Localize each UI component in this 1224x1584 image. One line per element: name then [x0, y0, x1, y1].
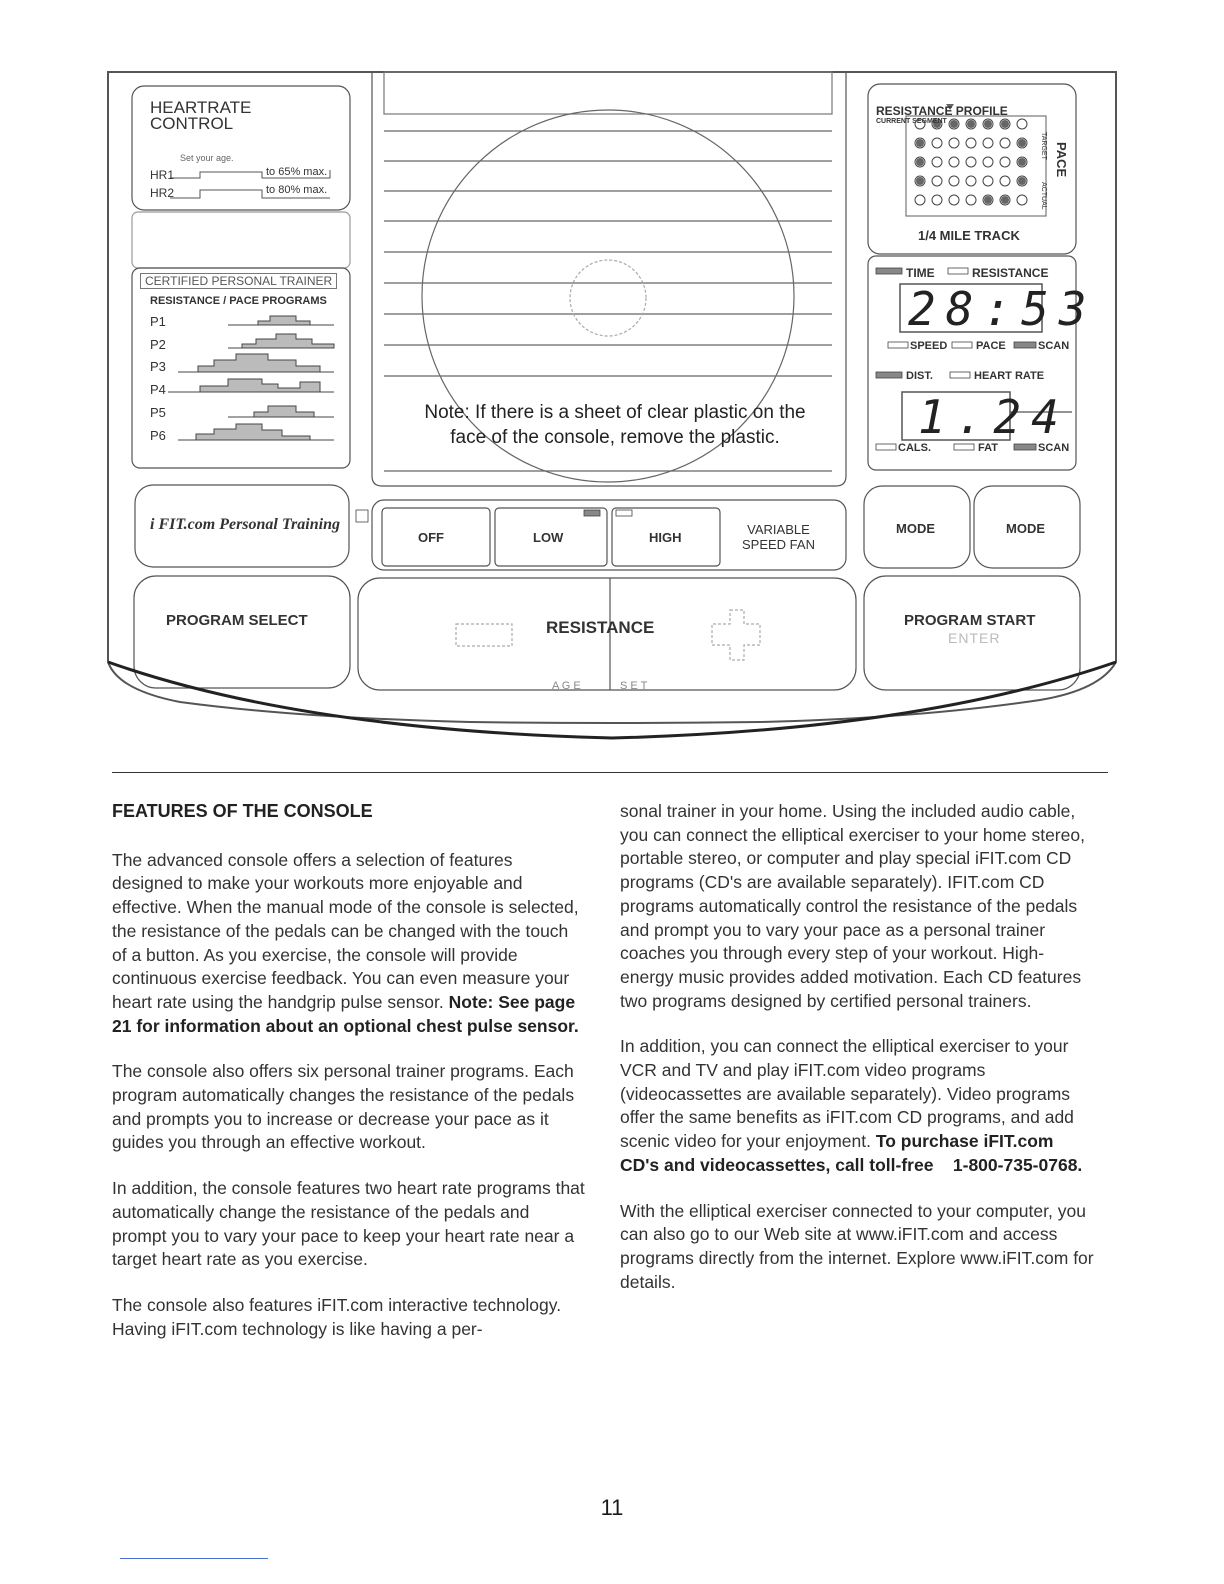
features-paragraph-6: With the elliptical exerciser connected to your computer, you can also go to our Web site at www.iFIT.com and access programs directly from the internet. Explore www.iFIT.com for details.	[620, 1200, 1094, 1292]
heart-rate-title	[150, 100, 251, 132]
plastic-note: Note: If there is a sheet of clear plastic on the face of the console, remove the plastic.	[424, 402, 806, 448]
mode-button-right[interactable]: MODE	[1006, 521, 1045, 536]
track-label: 1/4 MILE TRACK	[918, 228, 1020, 243]
resistance-profile-title: RESISTANCE PROFILE	[876, 104, 1008, 118]
program-p4: P4	[150, 382, 166, 397]
actual-label: ACTUAL	[1040, 182, 1047, 210]
program-p3: P3	[150, 359, 166, 374]
features-paragraph-2: The console also offers six personal trainer programs. Each program automatically changes the resistance of the pedals and prompts you to increase or decrease your pace as it guides you through an effective workout.	[112, 1061, 575, 1153]
program-p5: P5	[150, 405, 166, 420]
section-divider	[112, 772, 1108, 773]
program-start-button[interactable]: PROGRAM START	[904, 612, 1036, 629]
fan-low-button[interactable]: LOW	[533, 530, 564, 545]
program-p2: P2	[150, 337, 166, 352]
cals-label: CALS.	[898, 442, 931, 454]
features-paragraph-4-cont: sonal trainer in your home. Using the included audio cable, you can connect the elliptical exerciser to your home stereo, portable stereo, or computer and play special iFIT.com CD programs (CD's are available separately). IFIT.com CD programs automatically control the resistance of the pedals and prompt you to vary your pace as a personal trainer coaches you through every step of your workout. High-energy music provides added motivation. Each CD features two programs designed by certified personal trainers.	[620, 801, 1085, 1011]
variable-speed-fan-label	[742, 522, 815, 552]
footer-line	[120, 1558, 268, 1559]
features-paragraph-1	[112, 849, 587, 1039]
age-label: A G E	[552, 680, 581, 692]
current-segment-label: CURRENT SEGMENT	[876, 118, 947, 125]
features-p5-callout: To purchase iFIT.com CD's and videocassettes, call toll-free 1-800-735-0768.	[620, 1131, 1083, 1175]
set-age-label: Set your age.	[180, 153, 234, 163]
time-label: TIME	[906, 266, 935, 280]
lower-display-value: 1.24	[918, 390, 1069, 444]
hr2-target: to 80% max.	[266, 184, 328, 196]
target-label: TARGET	[1040, 132, 1047, 160]
scan-label-lower: SCAN	[1038, 442, 1070, 454]
features-p1-note: Note: See page 21 for information about an optional chest pulse sensor.	[112, 991, 579, 1036]
programs-title: RESISTANCE / PACE PROGRAMS	[150, 295, 327, 307]
console-diagram	[0, 0, 1224, 760]
features-paragraph-5	[620, 1035, 1095, 1177]
upper-display-value: 28:53	[908, 282, 1097, 336]
fan-label-line2: SPEED FAN	[742, 537, 815, 552]
heart-rate-title-line2: CONTROL	[150, 114, 234, 133]
right-column	[620, 800, 1095, 1316]
features-heading: FEATURES OF THE CONSOLE	[112, 801, 373, 821]
features-p5-text: In addition, you can connect the elliptical exerciser to your VCR and TV and play iFIT.com video programs (videocassettes are available separately). Video programs offer the same benefits as iFIT.com CD programs, and add scenic video for your enjoyment.	[620, 1036, 1074, 1152]
resistance-buttons-label: RESISTANCE	[546, 618, 655, 637]
heart-rate-title-line1: HEARTRATE	[150, 98, 252, 117]
mode-button-left[interactable]: MODE	[896, 521, 935, 536]
enter-label: ENTER	[948, 630, 1001, 646]
fan-high-button[interactable]: HIGH	[649, 530, 682, 545]
program-p1: P1	[150, 314, 166, 329]
left-column	[112, 800, 587, 1363]
speed-label: SPEED	[910, 340, 948, 352]
features-paragraph-3: In addition, the console features two heart rate programs that automatically change the resistance of the pedals and prompt you to vary your pace to keep your heart rate near a target heart rate as you exercise.	[112, 1178, 585, 1270]
features-p1-text: The advanced console offers a selection of features designed to make your workouts more enjoyable and effective. When the manual mode of the console is selected, the resistance of the pedals can be changed with the touch of a button. As you exercise, the console will provide continuous exercise feedback. You can even measure your heart rate using the handgrip pulse sensor.	[112, 849, 579, 1012]
heart-rate-label: HEART RATE	[974, 370, 1045, 382]
program-select-button[interactable]: PROGRAM SELECT	[166, 612, 308, 629]
scan-label-upper: SCAN	[1038, 340, 1070, 352]
certified-trainer-label: CERTIFIED PERSONAL TRAINER	[140, 273, 337, 289]
fan-label-line1: VARIABLE	[747, 522, 810, 537]
features-paragraph-4-start: The console also features iFIT.com interactive technology. Having iFIT.com technology is like having a per-	[112, 1294, 562, 1339]
ifit-logo: i FIT.com Personal Training	[150, 516, 340, 533]
program-p6: P6	[150, 428, 166, 443]
fat-label: FAT	[978, 442, 998, 454]
hr1-label: HR1	[150, 168, 175, 182]
pace-indicator-label: PACE	[976, 340, 1006, 352]
set-label: S E T	[620, 680, 648, 692]
hr2-label: HR2	[150, 186, 175, 200]
page-number: 11	[600, 1495, 624, 1520]
pace-label: PACE	[1054, 142, 1069, 178]
hr1-target: to 65% max.	[266, 166, 328, 178]
dist-label: DIST.	[906, 370, 933, 382]
fan-off-button[interactable]: OFF	[418, 530, 444, 545]
resistance-label: RESISTANCE	[972, 266, 1049, 280]
